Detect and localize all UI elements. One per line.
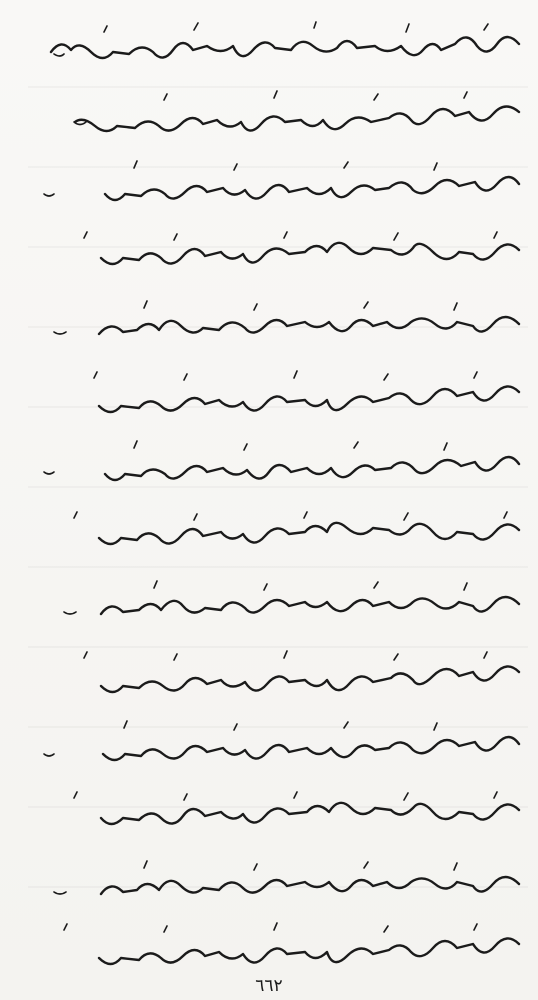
handwritten-line-5 xyxy=(14,298,526,346)
page-number: ٦٦٢ xyxy=(255,976,283,996)
handwritten-line-1 xyxy=(14,18,526,66)
handwritten-line-7 xyxy=(14,438,526,486)
handwritten-line-10 xyxy=(14,648,526,696)
handwritten-line-13 xyxy=(14,858,526,906)
handwritten-line-12 xyxy=(14,788,526,836)
handwritten-line-2 xyxy=(14,88,526,136)
handwritten-line-8 xyxy=(14,508,526,556)
handwritten-line-6 xyxy=(14,368,526,416)
handwritten-line-11 xyxy=(14,718,526,766)
handwritten-line-14 xyxy=(14,920,526,968)
handwritten-line-9 xyxy=(14,578,526,626)
handwritten-line-3 xyxy=(14,158,526,206)
handwritten-line-4 xyxy=(14,228,526,276)
